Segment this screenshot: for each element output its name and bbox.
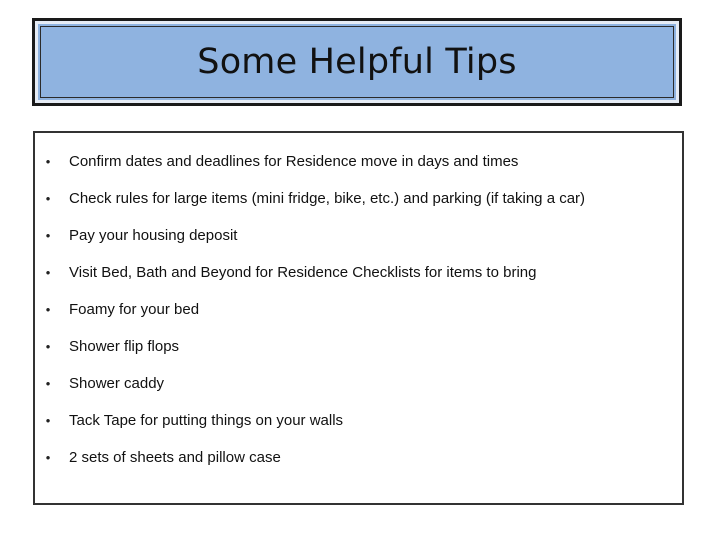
list-item xyxy=(35,254,682,291)
bullet-icon: • xyxy=(45,413,51,428)
tip-text: Shower flip flops xyxy=(69,338,180,355)
slide-title: Some Helpful Tips xyxy=(197,42,517,82)
tip-text: Confirm dates and deadlines for Residence move in days and times xyxy=(69,153,519,170)
bullet-icon: • xyxy=(45,154,51,169)
bullet-icon: • xyxy=(45,339,51,354)
list-item xyxy=(35,291,682,328)
tip-text: Tack Tape for putting things on your walls xyxy=(69,412,344,429)
bullet-icon: • xyxy=(45,191,51,206)
list-item xyxy=(35,365,682,402)
list-item xyxy=(35,143,682,180)
list-item xyxy=(35,180,682,217)
tip-text: Visit Bed, Bath and Beyond for Residence Checklists for items to bring xyxy=(69,264,537,281)
tip-text: Check rules for large items (mini fridge, bike, etc.) and parking (if taking a car) xyxy=(69,190,586,207)
list-item xyxy=(35,217,682,254)
title-banner xyxy=(32,18,682,106)
tips-list xyxy=(35,143,682,476)
bullet-icon: • xyxy=(45,265,51,280)
tips-content-box xyxy=(33,131,684,505)
bullet-icon: • xyxy=(45,302,51,317)
list-item xyxy=(35,402,682,439)
bullet-icon: • xyxy=(45,376,51,391)
bullet-icon: • xyxy=(45,228,51,243)
tip-text: 2 sets of sheets and pillow case xyxy=(69,449,281,466)
tip-text: Pay your housing deposit xyxy=(69,227,238,244)
list-item xyxy=(35,439,682,476)
bullet-icon: • xyxy=(45,450,51,465)
tip-text: Shower caddy xyxy=(69,375,165,392)
list-item xyxy=(35,328,682,365)
tip-text: Foamy for your bed xyxy=(69,301,200,318)
